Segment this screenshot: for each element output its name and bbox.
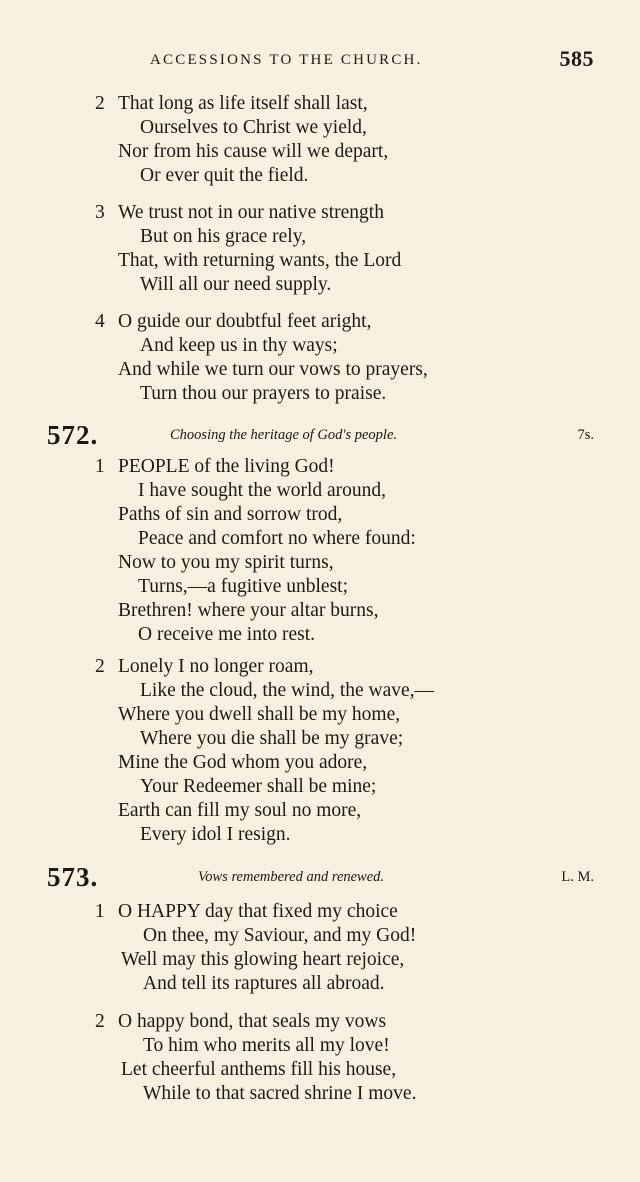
verse-line: We trust not in our native strength bbox=[118, 202, 384, 223]
verse-line: I have sought the world around, bbox=[138, 480, 387, 501]
verse-line: Every idol I resign. bbox=[140, 824, 291, 845]
verse-line: And while we turn our vows to prayers, bbox=[118, 359, 428, 380]
hymn-title: Vows remembered and renewed. bbox=[198, 869, 385, 885]
verse-line: Peace and comfort no where found: bbox=[138, 528, 416, 549]
verse-line: But on his grace rely, bbox=[140, 226, 307, 247]
verse-line: Will all our need supply. bbox=[140, 274, 332, 295]
verse-number: 1 bbox=[95, 456, 105, 477]
hymn-number: 572. bbox=[47, 420, 99, 450]
verse-number: 2 bbox=[95, 1011, 105, 1032]
verse-line: Let cheerful anthems fill his house, bbox=[121, 1059, 397, 1080]
hymn-meter: L. M. bbox=[561, 869, 594, 885]
verse-line: Or ever quit the field. bbox=[140, 165, 309, 186]
verse-line: Turns,—a fugitive unblest; bbox=[138, 576, 348, 597]
verse-line: PEOPLE of the living God! bbox=[118, 456, 335, 477]
verse-line: Turn thou our prayers to praise. bbox=[140, 383, 387, 404]
hymn-meter: 7s. bbox=[577, 427, 594, 443]
verse-line: Now to you my spirit turns, bbox=[118, 552, 334, 573]
verse-number: 3 bbox=[95, 202, 105, 223]
verse-line: While to that sacred shrine I move. bbox=[143, 1083, 417, 1104]
verse-line: O HAPPY day that fixed my choice bbox=[118, 901, 398, 922]
verse-line: To him who merits all my love! bbox=[143, 1035, 390, 1056]
verse-number: 4 bbox=[95, 311, 105, 332]
verse-line: That long as life itself shall last, bbox=[118, 93, 368, 114]
verse-number: 2 bbox=[95, 93, 105, 114]
verse-line: And tell its raptures all abroad. bbox=[143, 973, 385, 994]
verse-line: Your Redeemer shall be mine; bbox=[140, 776, 377, 797]
hymn-number: 573. bbox=[47, 862, 99, 892]
verse-number: 1 bbox=[95, 901, 105, 922]
hymn-573-header bbox=[0, 862, 640, 892]
verse-line: That, with returning wants, the Lord bbox=[118, 250, 402, 271]
verse-line: Paths of sin and sorrow trod, bbox=[118, 504, 343, 525]
verse-line: Earth can fill my soul no more, bbox=[118, 800, 362, 821]
verse-line: Where you dwell shall be my home, bbox=[118, 704, 401, 725]
verse-line: O guide our doubtful feet aright, bbox=[118, 311, 372, 332]
verse-line: Like the cloud, the wind, the wave,— bbox=[140, 680, 435, 701]
verse-line: Brethren! where your altar burns, bbox=[118, 600, 379, 621]
running-head: ACCESSIONS TO THE CHURCH. bbox=[150, 52, 423, 68]
verse-line: Lonely I no longer roam, bbox=[118, 656, 314, 677]
verse-line: Mine the God whom you adore, bbox=[118, 752, 368, 773]
verse-line: Ourselves to Christ we yield, bbox=[140, 117, 367, 138]
hymn-572-header bbox=[0, 420, 640, 450]
hymn-title: Choosing the heritage of God's people. bbox=[170, 427, 398, 443]
verse-line: O happy bond, that seals my vows bbox=[118, 1011, 387, 1032]
verse-line: And keep us in thy ways; bbox=[140, 335, 338, 356]
verse-line: On thee, my Saviour, and my God! bbox=[143, 925, 417, 946]
verse-line: O receive me into rest. bbox=[138, 624, 316, 645]
verse-number: 2 bbox=[95, 656, 105, 677]
page-number: 585 bbox=[559, 46, 594, 71]
verse-line: Nor from his cause will we depart, bbox=[118, 141, 389, 162]
verse-line: Where you die shall be my grave; bbox=[140, 728, 404, 749]
verse-line: Well may this glowing heart rejoice, bbox=[121, 949, 405, 970]
